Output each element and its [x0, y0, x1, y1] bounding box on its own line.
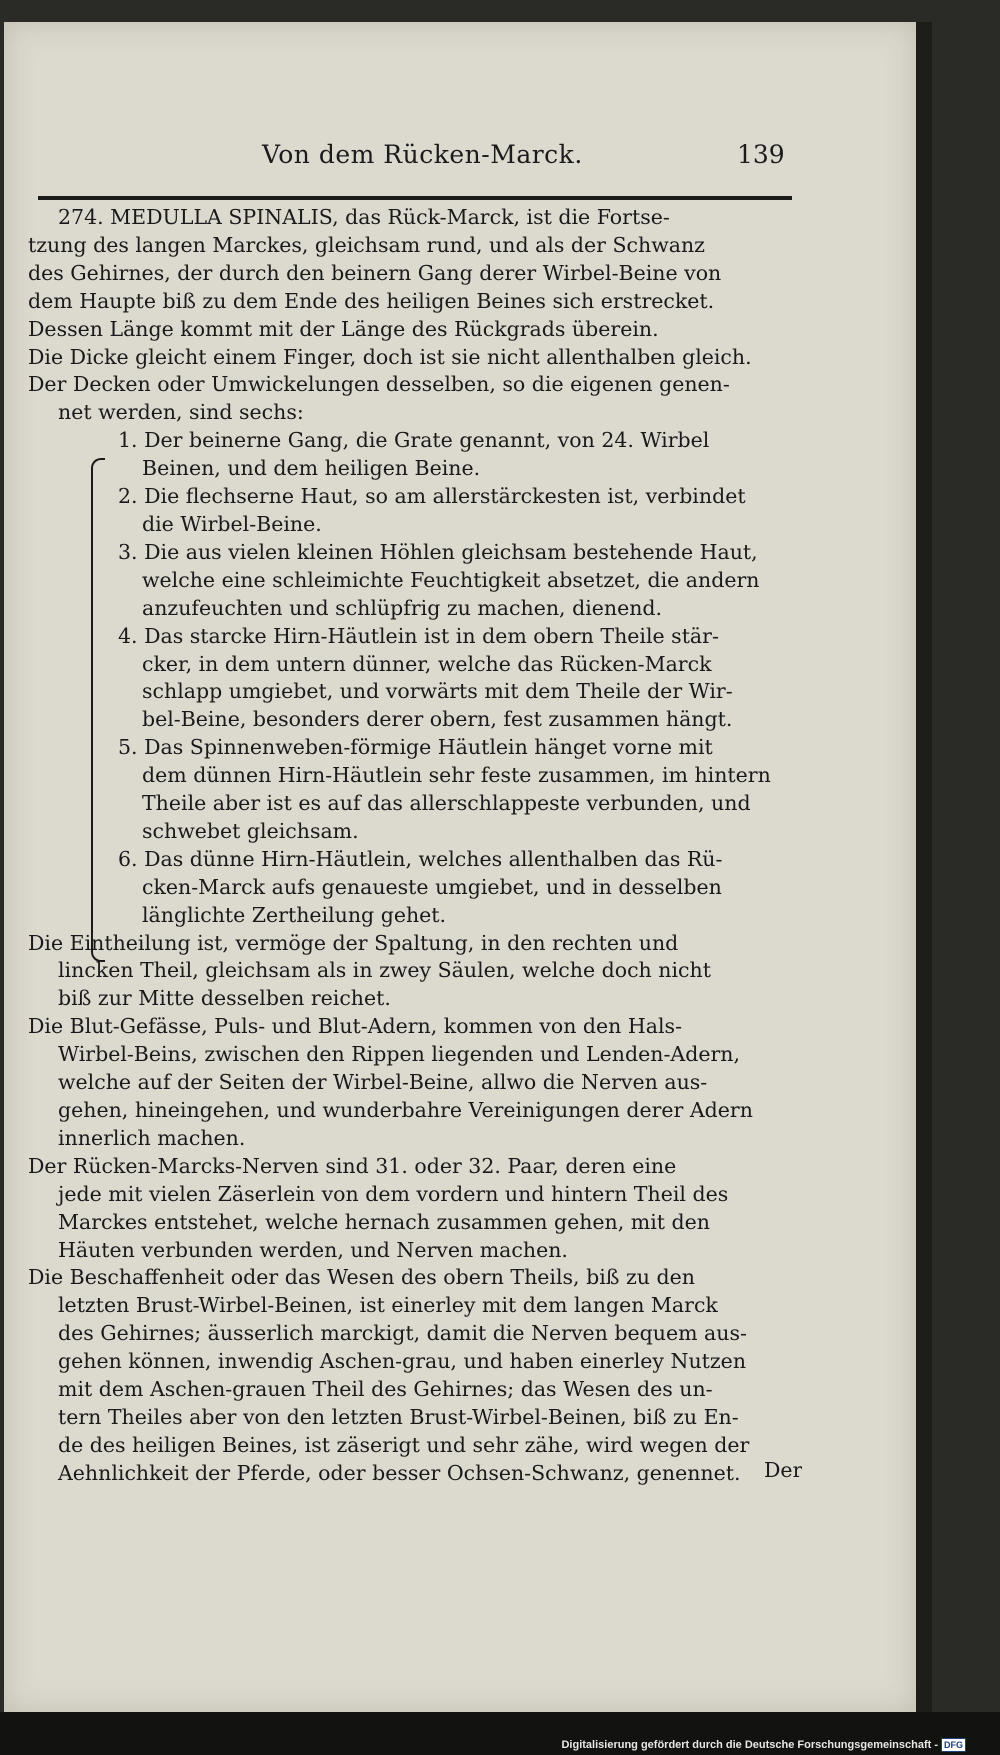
text-line: Die Beschaffenheit oder das Wesen des obern Theils, biß zu den: [28, 1265, 695, 1290]
text-line: welche eine schleimichte Feuchtigkeit absetzet, die andern: [142, 567, 760, 592]
text-line: innerlich machen.: [58, 1125, 246, 1150]
text-line: 3. Die aus vielen kleinen Höhlen gleichsam bestehende Haut,: [118, 539, 758, 564]
text-line: welche auf der Seiten der Wirbel-Beine, allwo die Nerven aus-: [58, 1070, 708, 1095]
text-line: 5. Das Spinnenweben-förmige Häutlein hänget vorne mit: [118, 735, 713, 760]
text-line: bel-Beine, besonders derer obern, fest zusammen hängt.: [142, 707, 733, 732]
text-line: anzufeuchten und schlüpfrig zu machen, dienend.: [142, 595, 663, 620]
text-line: schwebet gleichsam.: [142, 818, 359, 843]
credit-text: Digitalisierung gefördert durch die Deutsche Forschungsgemeinschaft -: [561, 1739, 938, 1751]
text-line: Der Decken oder Umwickelungen desselben, so die eigenen genen-: [28, 372, 730, 397]
page-header: [4, 126, 916, 176]
text-line: 274. MEDULLA SPINALIS, das Rück-Marck, ist die Fortse-: [58, 205, 670, 229]
text-line: de des heiligen Beines, ist zäserigt und sehr zähe, wird wegen der: [58, 1432, 750, 1457]
running-title: Von dem Rücken-Marck.: [262, 140, 583, 169]
text-line: biß zur Mitte desselben reichet.: [58, 986, 391, 1011]
text-line: gehen, hineingehen, und wunderbahre Vereinigungen derer Adern: [58, 1098, 753, 1122]
text-line: Beinen, und dem heiligen Beine.: [142, 456, 481, 481]
text-line: Häuten verbunden werden, und Nerven machen.: [58, 1237, 568, 1262]
text-line: Theile aber ist es auf das allerschlappeste verbunden, und: [142, 791, 751, 816]
body-text: [28, 204, 804, 1488]
catchword: Der: [764, 1458, 803, 1482]
book-page: [4, 22, 916, 1712]
dfg-logo: DFG: [941, 1738, 966, 1752]
text-line: 1. Der beinerne Gang, die Grate genannt, von 24. Wirbel: [118, 428, 710, 453]
text-line: Die Blut-Gefässe, Puls- und Blut-Adern, kommen von den Hals-: [28, 1014, 683, 1039]
text-line: mit dem Aschen-grauen Theil des Gehirnes; das Wesen des un-: [58, 1377, 713, 1402]
text-line: gehen können, inwendig Aschen-grau, und haben einerley Nutzen: [58, 1349, 747, 1374]
text-line: Aehnlichkeit der Pferde, oder besser Ochsen-Schwanz, genennet.: [58, 1460, 741, 1485]
text-line: dem Haupte biß zu dem Ende des heiligen Beines sich erstrecket.: [28, 288, 715, 313]
text-line: schlapp umgiebet, und vorwärts mit dem Theile der Wir-: [142, 679, 733, 704]
text-line: cken-Marck aufs genaueste umgiebet, und in desselben: [142, 874, 722, 899]
scan-edge: [916, 22, 932, 1712]
text-line: Die Eintheilung ist, vermöge der Spaltung, in den rechten und: [28, 930, 679, 955]
text-line: letzten Brust-Wirbel-Beinen, ist einerley mit dem langen Marck: [58, 1293, 718, 1318]
text-line: dem dünnen Hirn-Häutlein sehr feste zusammen, im hintern: [142, 763, 771, 788]
text-line: 2. Die flechserne Haut, so am allerstärckesten ist, verbindet: [118, 484, 746, 509]
text-line: lincken Theil, gleichsam als in zwey Säulen, welche doch nicht: [58, 958, 711, 983]
text-line: Die Dicke gleicht einem Finger, doch ist sie nicht allenthalben gleich.: [28, 344, 752, 369]
text-line: net werden, sind sechs:: [58, 400, 304, 425]
text-line: Dessen Länge kommt mit der Länge des Rückgrads überein.: [28, 316, 659, 341]
text-line: Marckes entstehet, welche hernach zusammen gehen, mit den: [58, 1209, 710, 1234]
text-line: cker, in dem untern dünner, welche das Rücken-Marck: [142, 651, 712, 676]
page-number: 139: [737, 140, 785, 169]
text-line: 4. Das starcke Hirn-Häutlein ist in dem obern Theile stär-: [118, 623, 719, 648]
text-line: die Wirbel-Beine.: [142, 511, 322, 536]
text-line: tzung des langen Marckes, gleichsam rund, und als der Schwanz: [28, 232, 705, 257]
text-line: des Gehirnes, der durch den beinern Gang derer Wirbel-Beine von: [28, 260, 722, 285]
text-line: tern Theiles aber von den letzten Brust-Wirbel-Beinen, biß zu En-: [58, 1404, 739, 1429]
text-line: Wirbel-Beins, zwischen den Rippen liegenden und Lenden-Adern,: [58, 1042, 740, 1067]
text-line: Der Rücken-Marcks-Nerven sind 31. oder 32. Paar, deren eine: [28, 1153, 677, 1178]
text-line: länglichte Zertheilung gehet.: [142, 902, 447, 927]
text-line: des Gehirnes; äusserlich marckigt, damit die Nerven bequem aus-: [58, 1321, 747, 1346]
digitization-credit: [561, 1737, 966, 1753]
text-line: 6. Das dünne Hirn-Häutlein, welches allenthalben das Rü-: [118, 846, 723, 871]
header-rule: [38, 196, 792, 200]
text-line: jede mit vielen Zäserlein von dem vordern und hintern Theil des: [58, 1181, 729, 1206]
